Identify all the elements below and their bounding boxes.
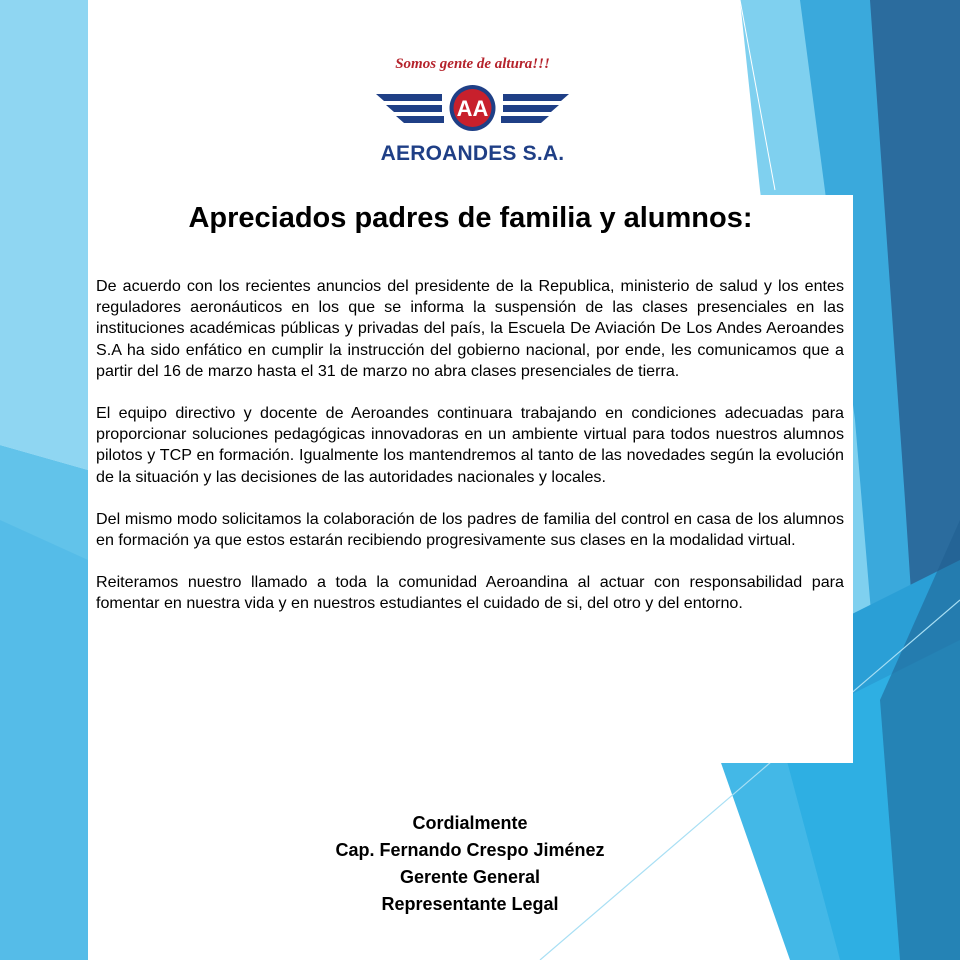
emblem-text: AA: [456, 96, 489, 121]
letter-body: [96, 276, 844, 636]
paragraph-1: De acuerdo con los recientes anuncios del presidente de la Republica, ministerio de salud y los entes reguladores aeronáuticos en los que se informa la suspensión de las clases presenciales en las instituciones académicas públicas y privadas del país, la Escuela De Aviación De Los Andes Aeroandes S.A ha sido enfático en cumplir la instrucción del gobierno nacional, por ende, les comunicamos que a partir del 16 de marzo hasta el 31 de marzo no abra clases presenciales de tierra.: [96, 277, 844, 380]
signature-name: Cap. Fernando Crespo Jiménez: [335, 840, 605, 860]
paragraph-3: Del mismo modo solicitamos la colaboración de los padres de familia del control en casa de los alumnos en formación ya que estos estarán recibiendo progresivamente sus clases en la modalidad virtual.: [96, 509, 844, 550]
paragraph-2: El equipo directivo y docente de Aeroandes continuara trabajando en condiciones adecuadas para proporcionar soluciones pedagógicas innovadoras en un ambiente virtual para todos nuestros alumnos pilotos y TCP en formación. Igualmente los mantendremos al tanto de las novedades según la evolución de la situación y las decisiones de las autoridades nacionales y locales.: [96, 404, 844, 486]
paragraph-4: Reiteramos nuestro llamado a toda la comunidad Aeroandina al actuar con responsabilidad para fomentar en nuestra vida y en nuestros estudiantes el cuidado de si, del otro y del entorno.: [96, 573, 844, 613]
aeroandes-logo: [370, 52, 575, 170]
signature-closing: Cordialmente: [412, 813, 528, 833]
signature-block: [270, 810, 670, 918]
logo-company-name: AEROANDES S.A.: [380, 142, 565, 165]
signature-role-2: Representante Legal: [381, 894, 559, 914]
letter-title: Apreciados padres de familia y alumnos:: [188, 202, 753, 234]
logo-slogan: Somos gente de altura!!!: [395, 56, 550, 72]
signature-role: Gerente General: [399, 867, 541, 887]
wings-emblem-icon: [370, 78, 575, 142]
